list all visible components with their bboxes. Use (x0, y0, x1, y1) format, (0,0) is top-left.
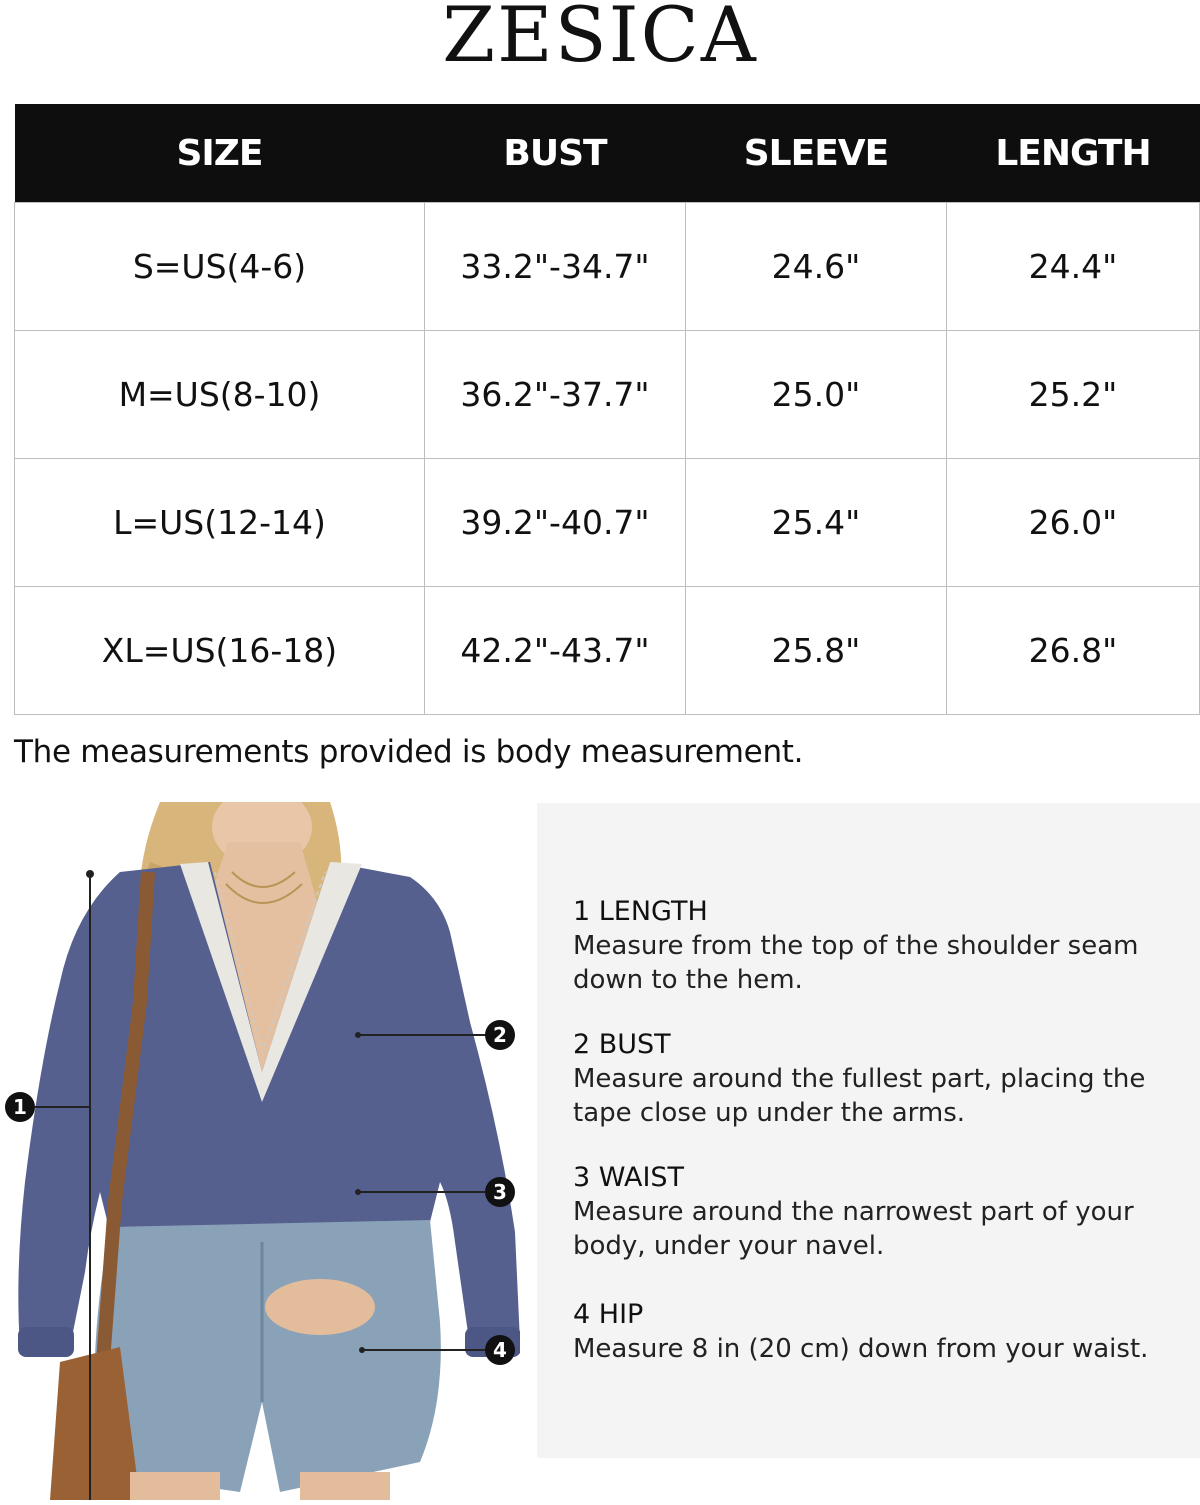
measurement-instructions-panel (537, 803, 1200, 1458)
table-row (15, 459, 1200, 587)
brand-logo: ZESICA (442, 0, 758, 79)
instruction-title: 1 LENGTH (573, 896, 708, 927)
cell-length: 24.4" (947, 203, 1200, 331)
measurement-note: The measurements provided is body measurement. (14, 734, 804, 770)
cell-size: S=US(4-6) (15, 203, 425, 331)
cell-length: 26.0" (947, 459, 1200, 587)
cell-length: 25.2" (947, 331, 1200, 459)
instruction-desc: Measure from the top of the shoulder seam down to the hem. (573, 931, 1139, 995)
instruction-title: 4 HIP (573, 1299, 644, 1330)
cell-bust: 36.2"-37.7" (425, 331, 686, 459)
callout-2-icon: 2 (485, 1020, 515, 1050)
instruction-length (573, 895, 1183, 997)
cell-bust: 33.2"-34.7" (425, 203, 686, 331)
cell-sleeve: 25.0" (686, 331, 947, 459)
instruction-desc: Measure 8 in (20 cm) down from your waist. (573, 1334, 1149, 1364)
instruction-title: 2 BUST (573, 1029, 671, 1060)
cell-size: M=US(8-10) (15, 331, 425, 459)
callout-1-icon: 1 (5, 1092, 35, 1122)
header-bust: BUST (425, 104, 686, 203)
instruction-desc: Measure around the narrowest part of your body, under your navel. (573, 1197, 1134, 1261)
callout-4-icon: 4 (485, 1335, 515, 1365)
size-chart-table (14, 104, 1200, 715)
instruction-waist (573, 1161, 1183, 1263)
cell-length: 26.8" (947, 587, 1200, 715)
model-illustration (0, 802, 520, 1500)
instruction-title: 3 WAIST (573, 1162, 685, 1193)
header-sleeve: SLEEVE (686, 104, 947, 203)
model-figure (0, 802, 520, 1500)
table-header-row (15, 104, 1200, 203)
cell-bust: 42.2"-43.7" (425, 587, 686, 715)
callout-3-icon: 3 (485, 1177, 515, 1207)
table-row (15, 331, 1200, 459)
cell-size: L=US(12-14) (15, 459, 425, 587)
cell-sleeve: 24.6" (686, 203, 947, 331)
instruction-hip (573, 1298, 1183, 1366)
instruction-desc: Measure around the fullest part, placing the tape close up under the arms. (573, 1064, 1146, 1128)
cell-sleeve: 25.8" (686, 587, 947, 715)
cell-sleeve: 25.4" (686, 459, 947, 587)
cell-size: XL=US(16-18) (15, 587, 425, 715)
cell-bust: 39.2"-40.7" (425, 459, 686, 587)
model-shorts (94, 1220, 440, 1492)
table-row (15, 203, 1200, 331)
header-size: SIZE (15, 104, 425, 203)
instruction-bust (573, 1028, 1183, 1130)
header-length: LENGTH (947, 104, 1200, 203)
table-row (15, 587, 1200, 715)
